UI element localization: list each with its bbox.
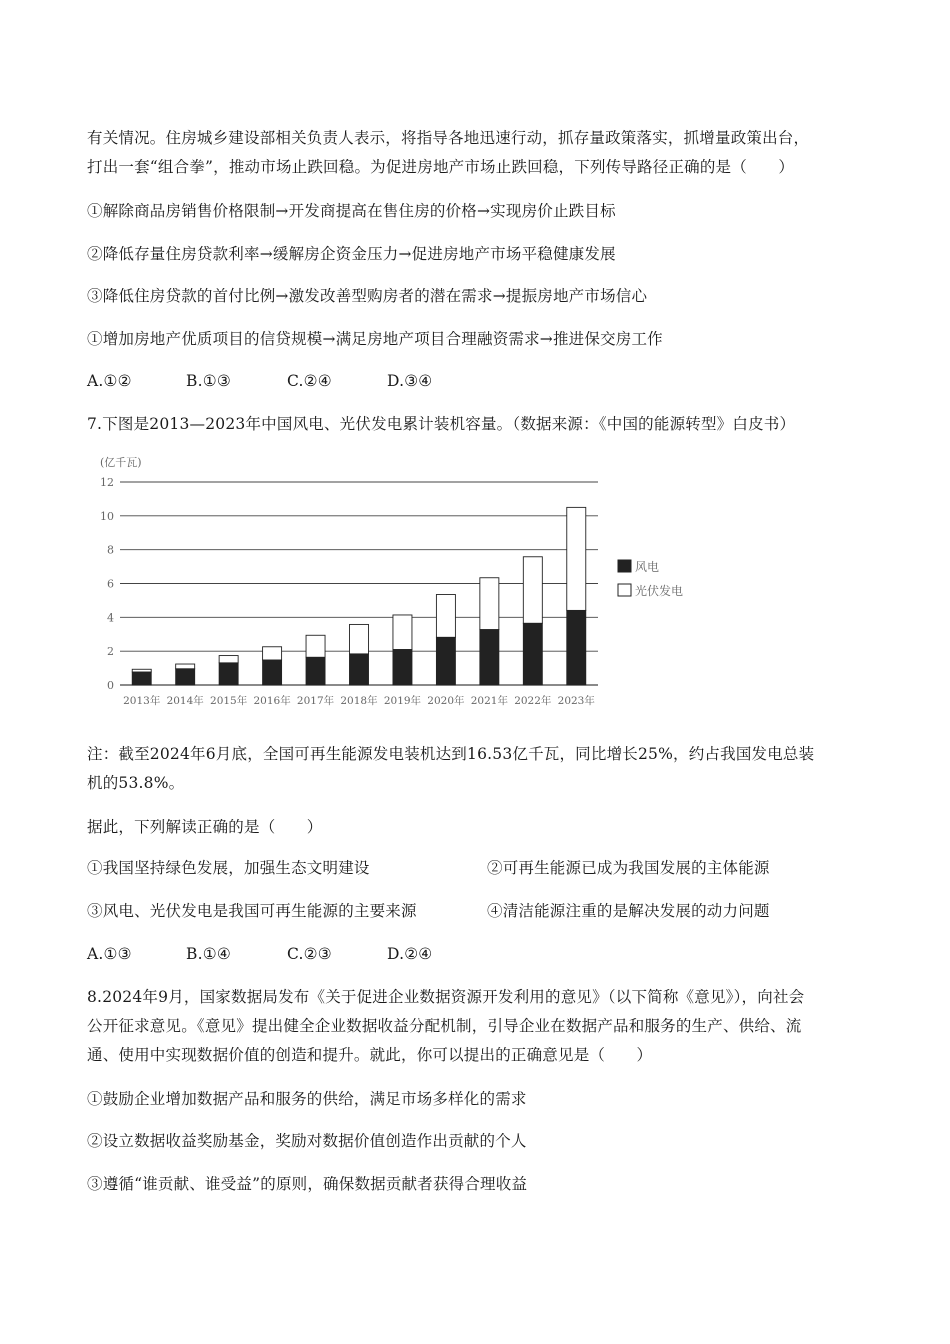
q8-stem-line-1: 8.2024年9月，国家数据局发布《关于促进企业数据资源开发利用的意见》（以下简称《意见》），向社会 bbox=[87, 988, 805, 1006]
legend-swatch-solar bbox=[618, 584, 631, 596]
q8-item-2: ②设立数据收益奖励基金，奖励对数据价值创造作出贡献的个人 bbox=[87, 1132, 527, 1150]
q8-stem-line-3: 通、使用中实现数据价值的创造和提升。就此，你可以提出的正确意见是（ ） bbox=[87, 1046, 653, 1064]
q7-item-1: ①我国坚持绿色发展，加强生态文明建设 bbox=[87, 859, 370, 877]
x-tick-label-2016年: 2016年 bbox=[253, 695, 291, 707]
x-tick-label-2019年: 2019年 bbox=[383, 695, 422, 707]
bar-wind-2023年 bbox=[567, 610, 586, 685]
q8-item-1: ①鼓励企业增加数据产品和服务的供给，满足市场多样化的需求 bbox=[87, 1090, 527, 1108]
bar-wind-2021年 bbox=[480, 630, 499, 685]
q6-item-3: ③降低住房贷款的首付比例→激发改善型购房者的潜在需求→提振房地产市场信心 bbox=[87, 287, 648, 305]
q8-item-3: ③遵循“谁贡献、谁受益”的原则，确保数据贡献者获得合理收益 bbox=[87, 1175, 528, 1193]
y-tick-label-12: 12 bbox=[100, 476, 114, 489]
q6-stem-line-1: 有关情况。住房城乡建设部相关负责人表示，将指导各地迅速行动，抓存量政策落实，抓增量政策出台， bbox=[87, 129, 810, 147]
bar-solar-2016年 bbox=[263, 647, 282, 660]
q6-item-2: ②降低存量住房贷款利率→缓解房企资金压力→促进房地产市场平稳健康发展 bbox=[87, 245, 616, 263]
q7-item-2: ②可再生能源已成为我国发展的主体能源 bbox=[487, 859, 770, 877]
y-tick-label-8: 8 bbox=[107, 543, 114, 557]
x-tick-label-2018年: 2018年 bbox=[340, 695, 378, 707]
q6-item-1: ①解除商品房销售价格限制→开发商提高在售住房的价格→实现房价止跌目标 bbox=[87, 202, 616, 220]
y-tick-label-4: 4 bbox=[107, 611, 114, 625]
y-tick-label-6: 6 bbox=[107, 577, 114, 591]
bar-wind-2018年 bbox=[350, 654, 369, 685]
q6-options bbox=[87, 370, 432, 392]
q6-option-b[interactable]: B.①③ bbox=[186, 372, 231, 390]
y-tick-label-0: 0 bbox=[107, 679, 114, 692]
q7-prompt: 据此，下列解读正确的是（ ） bbox=[87, 818, 323, 836]
q8-stem-line-2: 公开征求意见。《意见》提出健全企业数据收益分配机制，引导企业在数据产品和服务的生产、供给、流 bbox=[87, 1017, 802, 1035]
q7-item-4: ④清洁能源注重的是解决发展的动力问题 bbox=[487, 902, 770, 920]
x-tick-label-2017年: 2017年 bbox=[296, 695, 335, 707]
bar-solar-2013年 bbox=[132, 669, 151, 672]
bar-wind-2022年 bbox=[523, 623, 542, 685]
q7-option-a[interactable]: A.①③ bbox=[87, 945, 132, 963]
q7-stem: 7.下图是2013—2023年中国风电、光伏发电累计装机容量。（数据来源：《中国的能源转型》白皮书） bbox=[87, 415, 796, 433]
bar-wind-2020年 bbox=[436, 637, 455, 685]
bar-solar-2015年 bbox=[219, 656, 238, 663]
x-tick-label-2023年: 2023年 bbox=[557, 695, 595, 707]
x-tick-label-2022年: 2022年 bbox=[514, 695, 552, 707]
x-tick-label-2014年: 2014年 bbox=[166, 695, 204, 707]
bar-solar-2020年 bbox=[436, 594, 455, 637]
x-tick-label-2015年: 2015年 bbox=[210, 695, 248, 707]
q7-option-b[interactable]: B.①④ bbox=[186, 945, 231, 963]
q6-option-c[interactable]: C.②④ bbox=[287, 372, 332, 390]
legend-label-solar: 光伏发电 bbox=[635, 584, 684, 598]
x-tick-label-2020年: 2020年 bbox=[427, 695, 465, 707]
q7-note-line-2: 机的53.8%。 bbox=[87, 774, 185, 792]
bar-wind-2014年 bbox=[176, 669, 195, 685]
q7-option-d[interactable]: D.②④ bbox=[387, 945, 433, 963]
legend-label-wind: 风电 bbox=[635, 560, 660, 574]
x-tick-label-2013年: 2013年 bbox=[123, 695, 161, 707]
q6-option-d[interactable]: D.③④ bbox=[387, 372, 433, 390]
bar-wind-2013年 bbox=[132, 672, 151, 685]
q7-options bbox=[87, 943, 432, 965]
q7-item-3: ③风电、光伏发电是我国可再生能源的主要来源 bbox=[87, 902, 417, 920]
bar-wind-2017年 bbox=[306, 657, 325, 685]
bar-wind-2016年 bbox=[263, 660, 282, 685]
y-unit-label: (亿千瓦) bbox=[100, 456, 142, 469]
bar-wind-2019年 bbox=[393, 649, 412, 685]
q7-note-line-1: 注：截至2024年6月底，全国可再生能源发电装机达到16.53亿千瓦，同比增长25%，约占我国发电总装 bbox=[87, 745, 815, 763]
q6-item-4: ①增加房地产优质项目的信贷规模→满足房地产项目合理融资需求→推进保交房工作 bbox=[87, 330, 663, 348]
bar-solar-2021年 bbox=[480, 578, 499, 630]
legend-swatch-wind bbox=[618, 560, 631, 572]
q7-option-c[interactable]: C.②③ bbox=[287, 945, 332, 963]
x-tick-label-2021年: 2021年 bbox=[470, 695, 508, 707]
bar-wind-2015年 bbox=[219, 663, 238, 685]
bar-solar-2019年 bbox=[393, 615, 412, 650]
bar-solar-2023年 bbox=[567, 507, 586, 610]
q6-stem-line-2: 打出一套“组合拳”，推动市场止跌回稳。为促进房地产市场止跌回稳，下列传导路径正确的是（ ） bbox=[87, 158, 795, 176]
q6-option-a[interactable]: A.①② bbox=[87, 372, 132, 390]
y-tick-label-10: 10 bbox=[100, 509, 114, 523]
bar-solar-2022年 bbox=[523, 557, 542, 623]
bar-solar-2017年 bbox=[306, 635, 325, 657]
bar-solar-2014年 bbox=[176, 664, 195, 669]
capacity-bar-chart bbox=[96, 452, 696, 714]
y-tick-label-2: 2 bbox=[107, 645, 114, 659]
bar-solar-2018年 bbox=[350, 624, 369, 653]
